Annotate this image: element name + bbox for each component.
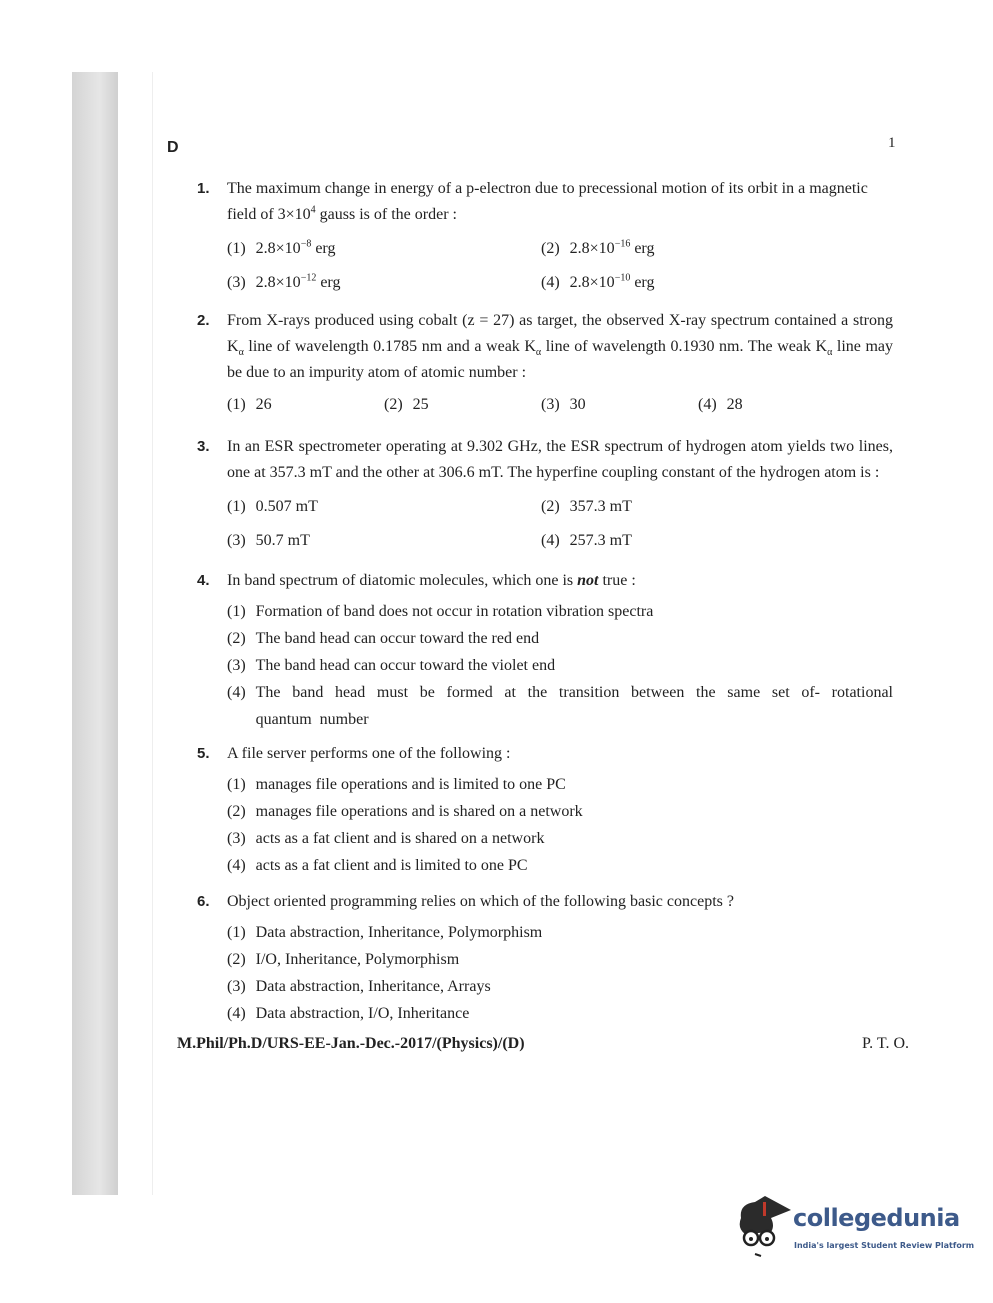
option-4: (4) 257.3 mT [541, 532, 632, 549]
question-5 [197, 741, 893, 879]
question-stem: A file server performs one of the following : [227, 745, 511, 762]
scan-fold-line [152, 72, 153, 1195]
option-2: (2) The band head can occur toward the red end [227, 630, 540, 647]
option-3: (3) 50.7 mT [227, 532, 310, 549]
options [227, 232, 893, 300]
logo-wordmark: collegedunia [793, 1204, 960, 1232]
options [227, 490, 893, 558]
question-6 [197, 889, 893, 1027]
question-stem [227, 176, 893, 228]
footer [177, 1035, 909, 1053]
option-3: (3) The band head can occur toward the violet end [227, 657, 556, 674]
option-3: (3) acts as a fat client and is shared on a network [227, 830, 545, 847]
mascot-icon [735, 1196, 793, 1258]
option-2: (2) I/O, Inheritance, Polymorphism [227, 951, 460, 968]
option-3: (3) 30 [541, 396, 586, 413]
question-3 [197, 434, 893, 558]
option-1: (1) 0.507 mT [227, 498, 318, 515]
question-list [177, 176, 909, 1053]
question-stem: In band spectrum of diatomic molecules, which one is not true : [227, 572, 636, 589]
pto-label: P. T. O. [862, 1035, 909, 1052]
question-stem: In an ESR spectrometer operating at 9.302 GHz, the ESR spectrum of hydrogen atom yields two lines, one at 357.3 mT and the other at 306.6 mT. The hyperfine coupling constant of the hydrogen atom is : [227, 438, 893, 481]
page-number: 1 [888, 135, 896, 151]
options [227, 919, 893, 1027]
option-2: (2) manages file operations and is shared on a network [227, 803, 583, 820]
paper-code: M.Phil/Ph.D/URS-EE-Jan.-Dec.-2017/(Physics)/(D) [177, 1035, 525, 1052]
option-2: (2) 357.3 mT [541, 498, 632, 515]
stem-text: The maximum change in energy of a p-electron due to precessional motion of its orbit in a magnetic field of 3×10 [227, 180, 868, 223]
option-1: (1) manages file operations and is limited to one PC [227, 776, 566, 793]
question-number: 4. [197, 572, 210, 589]
option-3: (3) Data abstraction, Inheritance, Arrays [227, 978, 491, 995]
question-number: 2. [197, 312, 210, 329]
option-4: (4) The band head must be formed at the transition between the same set of- rotational quantum number [227, 684, 893, 728]
option-1: (1) $2.8\times 10^{-8}$ erg [227, 238, 336, 257]
question-number: 3. [197, 438, 210, 455]
option-3: (3) $2.8\times 10^{-12}$ erg [227, 272, 341, 291]
question-1 [197, 176, 893, 300]
question-2 [197, 308, 893, 420]
option-4: (4) Data abstraction, I/O, Inheritance [227, 1005, 470, 1022]
option-4: (4) $2.8\times 10^{-10}$ erg [541, 272, 655, 291]
option-4: (4) acts as a fat client and is limited to one PC [227, 857, 528, 874]
question-number: 6. [197, 893, 210, 910]
stem-text: gauss is of the order : [315, 206, 457, 223]
question-number: 5. [197, 745, 210, 762]
question-stem: Object oriented programming relies on which of the following basic concepts ? [227, 893, 734, 910]
question-number: 1. [197, 180, 210, 197]
options [227, 390, 893, 420]
collegedunia-logo [735, 1196, 975, 1266]
option-4: (4) 28 [698, 396, 743, 413]
option-2: (2) $2.8\times 10^{-16}$ erg [541, 238, 655, 257]
question-4 [197, 568, 893, 733]
option-2: (2) 25 [384, 396, 429, 413]
question-stem: From X-rays produced using cobalt (z = 27) as target, the observed X-ray spectrum contained a strong $K_\alpha$ line of wavelength 0.1785 nm and a weak $K_\alpha$ line of wavelength 0.1930 nm. The weak $K_\alpha$ line may be due to an impurity atom of atomic number : [227, 312, 893, 381]
options [227, 771, 893, 879]
logo-tagline: India's largest Student Review Platform [794, 1241, 975, 1250]
set-code: D [167, 139, 179, 156]
options [227, 598, 893, 733]
scan-edge-shadow [72, 72, 118, 1195]
option-1: (1) 26 [227, 396, 272, 413]
option-1: (1) Data abstraction, Inheritance, Polymorphism [227, 924, 543, 941]
stem-sup: 4 [310, 204, 316, 216]
option-1: (1) Formation of band does not occur in rotation vibration spectra [227, 603, 654, 620]
